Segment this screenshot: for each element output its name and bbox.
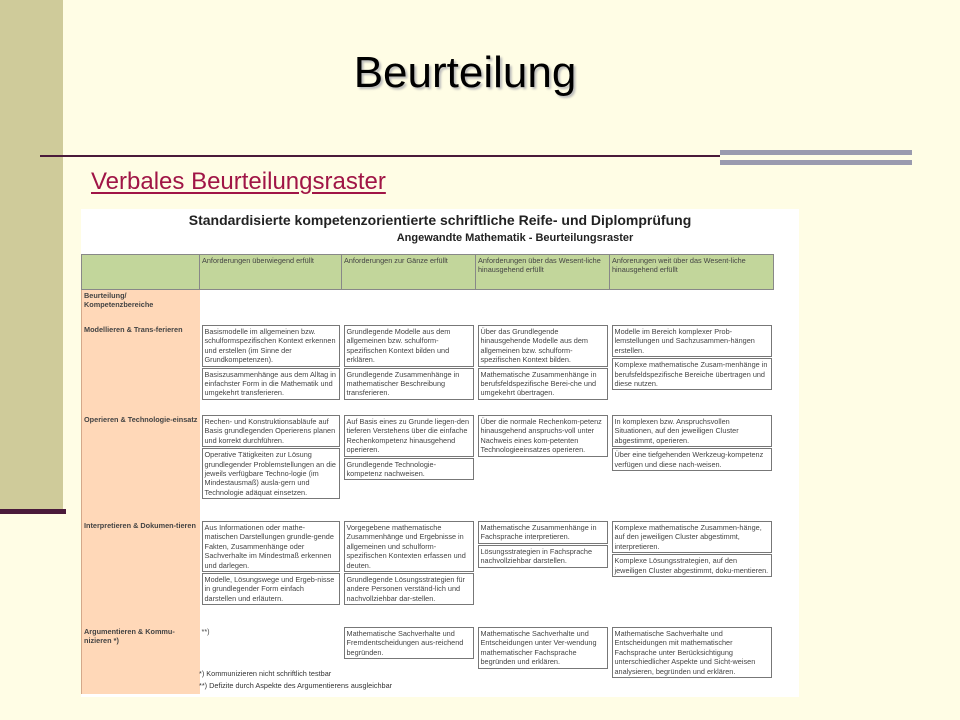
column-header: Anforerungen weit über das Wesent-liche hinausgehend erfüllt — [610, 255, 774, 290]
subtitle-link[interactable]: Verbales Beurteilungsraster — [91, 168, 386, 195]
criterion-box: Über die normale Rechenkom-petenz hinausgehend anspruchs-voll unter Nachweis eines kom-petenten Technologieeinsatzes operieren. — [478, 415, 608, 457]
document-image — [81, 209, 799, 697]
column-header: Anforderungen zur Gänze erfüllt — [342, 255, 476, 290]
grid-row-modellieren — [82, 324, 774, 414]
grid-cell — [610, 626, 774, 694]
criterion-box: Komplexe Lösungsstrategien, auf den jeweiligen Cluster abgestimmt, doku-mentieren. — [612, 554, 772, 577]
criterion-box: Mathematische Sachverhalte und Entscheidungen mit mathematischer Fachsprache unter Berücksichtigung unterschiedlicher Aspekte und Sicht-weisen analysieren, begründen und erklären. — [612, 627, 772, 678]
grid-cell — [476, 414, 610, 520]
criterion-box: Mathematische Zusammenhänge in berufsfeldspezifische Berei-che und umgekehrt übertragen. — [478, 368, 608, 400]
criterion-box: Modelle im Bereich komplexer Prob-lemstellungen und Sachzusammen-hängen erstellen. — [612, 325, 772, 357]
grid-cell — [342, 520, 476, 626]
grid-row-operieren — [82, 414, 774, 520]
document-heading: Standardisierte kompetenzorientierte schriftliche Reife- und Diplomprüfung — [188, 212, 692, 228]
criterion-box: In komplexen bzw. Anspruchsvollen Situationen, auf den jeweiligen Cluster abgestimmt, operieren. — [612, 415, 772, 447]
criterion-box: Komplexe mathematische Zusam-menhänge in berufsfeldspezifische Bereiche übertragen und diese nutzen. — [612, 358, 772, 390]
grid-cell — [476, 626, 610, 694]
row-label: Modellieren & Trans-ferieren — [82, 324, 200, 414]
row-label: Argumentieren & Kommu-nizieren *) — [82, 626, 200, 694]
title-divider — [40, 155, 720, 157]
footnote-2: **) Defizite durch Aspekte des Argumentierens ausgleichbar — [199, 681, 393, 690]
criterion-box: Auf Basis eines zu Grunde liegen-den tieferen Verstehens über die einfache Rechenkompetenz hinausgehend operieren. — [344, 415, 474, 457]
row-label: Operieren & Technologie-einsatz — [82, 414, 200, 520]
criterion-box: Grundlegende Zusammenhänge in mathematischer Beschreibung transferieren. — [344, 368, 474, 400]
document-subheading: Angewandte Mathematik - Beurteilungsraster — [396, 232, 634, 244]
slide-title: Beurteilung — [353, 48, 577, 97]
grid-header-row — [82, 255, 774, 290]
grid-corner-row — [82, 290, 774, 325]
title-divider-accent-bottom — [720, 160, 912, 165]
grid-cell — [200, 324, 342, 414]
criterion-box: Grundlegende Lösungsstrategien für andere Personen verständ-lich und nachvollziehbar dar-stellen. — [344, 573, 474, 605]
corner-label: Beurteilung/ Kompetenzbereiche — [82, 290, 200, 325]
criterion-box: Vorgegebene mathematische Zusammenhänge und Ergebnisse in allgemeinen und schulform-spezifischen Kontexten erfassen und deuten. — [344, 521, 474, 572]
criterion-box: Über das Grundlegende hinausgehende Modelle aus dem allgemeinen bzw. schulform-spezifischen Kontext bilden. — [478, 325, 608, 367]
criterion-box: Mathematische Sachverhalte und Entscheidungen unter Ver-wendung mathematischer Fachsprache begründen und erklären. — [478, 627, 608, 669]
grid-cell — [610, 520, 774, 626]
assessment-grid — [81, 254, 774, 694]
grid-cell — [476, 520, 610, 626]
criterion-box: Basismodelle im allgemeinen bzw. schulformspezifischen Kontext erkennen und erstellen (im Sinne der Grundkompetenzen). — [202, 325, 340, 367]
grid-cell — [610, 324, 774, 414]
grid-row-argumentieren — [82, 626, 774, 694]
criterion-box: Rechen- und Konstruktionsabläufe auf Basis grundlegenden Operierens planen und korrekt durchführen. — [202, 415, 340, 447]
title-divider-accent-top — [720, 150, 912, 155]
footnote-1: *) Kommunizieren nicht schriftlich testbar — [199, 669, 332, 678]
column-header: Anforderungen über das Wesent-liche hinausgehend erfüllt — [476, 255, 610, 290]
criterion-note: **) — [201, 627, 210, 636]
criterion-box: Komplexe mathematische Zusammen-hänge, auf den jeweiligen Cluster abgestimmt, interpretieren. — [612, 521, 772, 553]
grid-cell — [476, 324, 610, 414]
grid-row-interpretieren — [82, 520, 774, 626]
grid-cell — [200, 414, 342, 520]
criterion-box: Aus Informationen oder mathe-matischen Darstellungen grundle-gende Fakten, Zusammenhänge oder Sachverhalte im Mindestmaß erkennen und darlegen. — [202, 521, 340, 572]
criterion-box: Lösungsstrategien in Fachsprache nachvollziehbar darstellen. — [478, 545, 608, 568]
grid-cell — [342, 414, 476, 520]
criterion-box: Mathematische Zusammenhänge in Fachsprache interpretieren. — [478, 521, 608, 544]
criterion-box: Operative Tätigkeiten zur Lösung grundlegender Problemstellungen an die jeweils verfügbare Techno-logie (im Mindestausmaß) ausla-gern und Technologie adäquat einsetzen. — [202, 448, 340, 499]
criterion-box: Grundlegende Technologie-kompetenz nachweisen. — [344, 458, 474, 481]
row-label: Interpretieren & Dokumen-tieren — [82, 520, 200, 626]
grid-corner-cell — [82, 255, 200, 290]
grid-cell — [200, 520, 342, 626]
left-accent-line — [0, 509, 66, 514]
grid-cell — [610, 414, 774, 520]
grid-cell — [342, 324, 476, 414]
criterion-box: Basiszusammenhänge aus dem Alltag in einfachster Form in die Mathematik und umgekehrt transferieren. — [202, 368, 340, 400]
column-header: Anforderungen überwiegend erfüllt — [200, 255, 342, 290]
criterion-box: Modelle, Lösungswege und Ergeb-nisse in grundlegender Form einfach darstellen und erläutern. — [202, 573, 340, 605]
criterion-box: Grundlegende Modelle aus dem allgemeinen bzw. schulform-spezifischen Kontext bilden und erklären. — [344, 325, 474, 367]
criterion-box: Mathematische Sachverhalte und Fremdentscheidungen aus-reichend begründen. — [344, 627, 474, 659]
criterion-box: Über eine tiefgehenden Werkzeug-kompetenz verfügen und diese nach-weisen. — [612, 448, 772, 471]
